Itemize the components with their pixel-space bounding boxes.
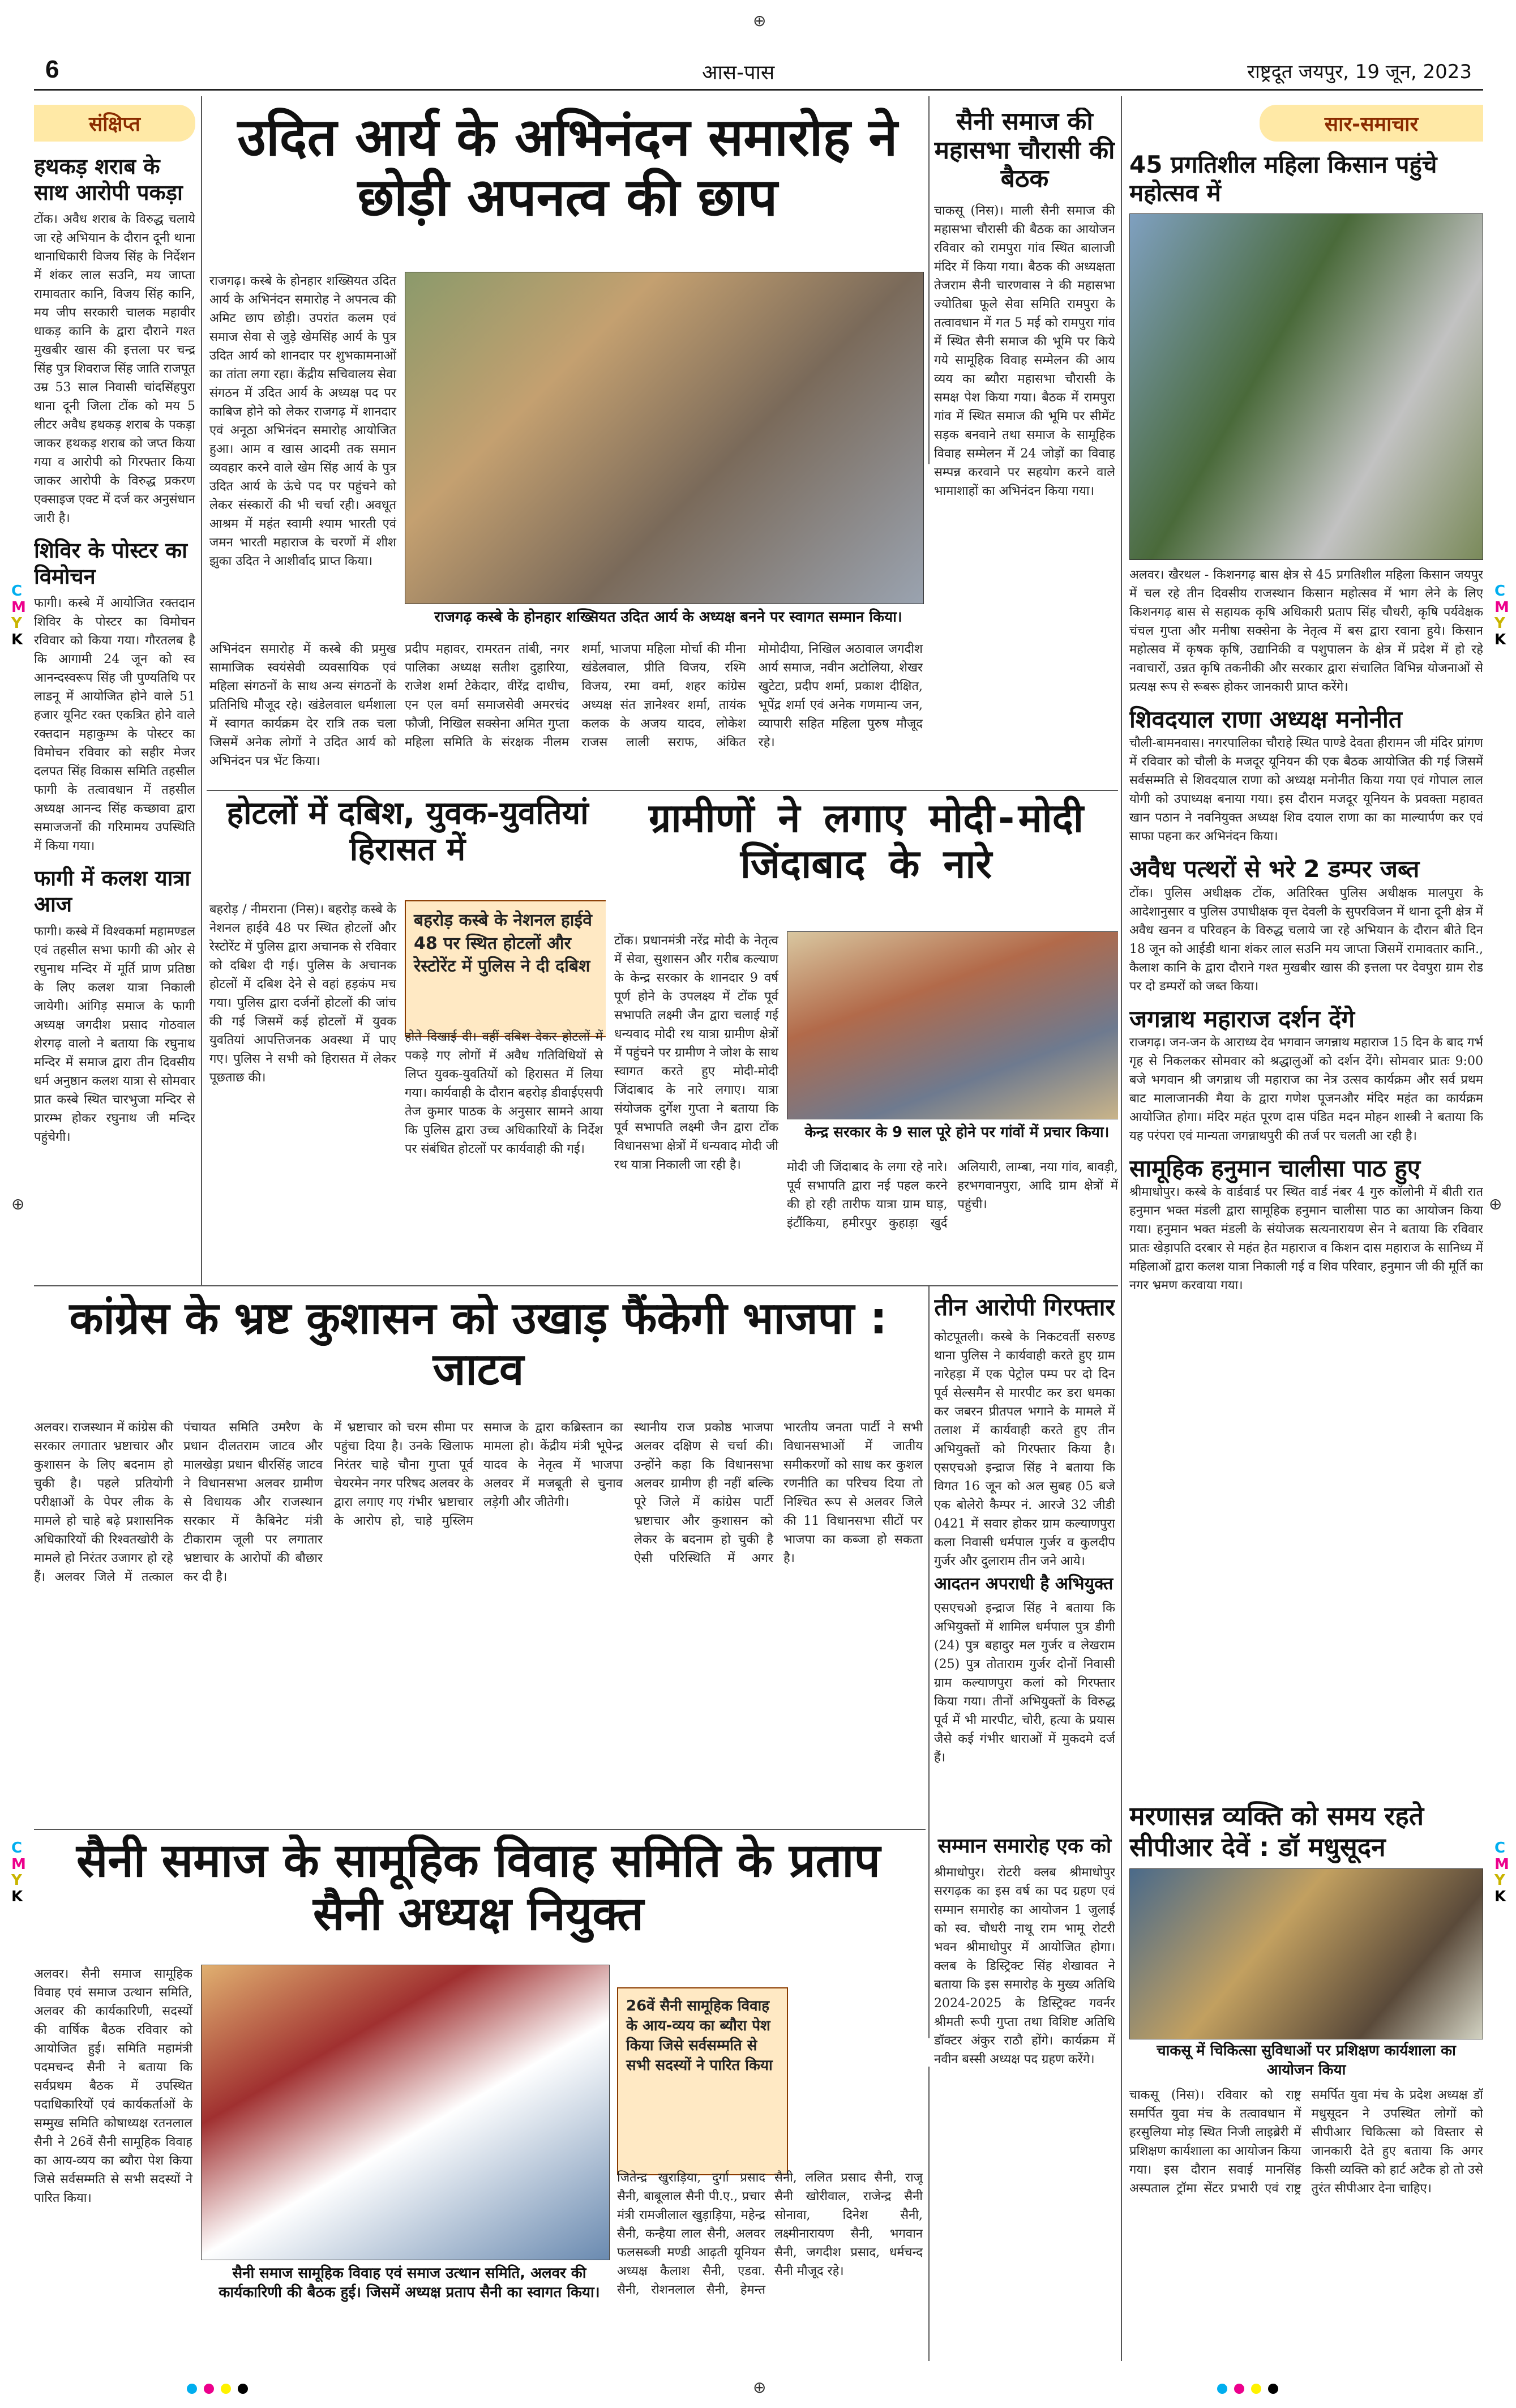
- saini-committee-caption: सैनी समाज सामूहिक विवाह एवं समाज उत्थान समिति, अलवर की कार्यकारिणी की बैठक हुई। जिसमें अध्यक्ष प्रताप सैनी का स्वागत किया।: [219, 2265, 600, 2301]
- lead-story: [209, 108, 926, 787]
- brief-title: फागी में कलश यात्रा आज: [34, 866, 191, 917]
- congress-body-continued: में भ्रष्टाचार को चरम सीमा पर पहुंचा दिया है। उनके खिलाफ निरंतर चाहे चौना गुप्ता पूर्व चेयरमेन नगर परिषद अलवर के द्वारा लगाए गए गंभीर भ्रष्टाचार के आरोप हो, चाहे मुस्लिम समाज के द्वारा कब्रिस्तान का मामला हो। केंद्रीय मंत्री भूपेन्द्र यादव के नेतृत्व में भाजपा अलवर में मजबूती से चुनाव लड़ेगी और जीतेगी।: [334, 1421, 623, 1528]
- brief-title: शिविर के पोस्टर का विमोचन: [34, 538, 187, 589]
- page-header: [34, 51, 1483, 91]
- date-line: राष्ट्रदूत जयपुर, 19 जून, 2023: [1247, 61, 1472, 83]
- brief-title: हथकड़ शराब के साथ आरोपी पकड़ा: [34, 154, 183, 205]
- color-swatch: [1251, 2384, 1261, 2394]
- lead-caption: राजगढ़ कस्बे के होनहार शख्सियत उदित आर्य के अध्यक्ष बनने पर स्वागत सम्मान किया।: [434, 609, 902, 626]
- summary-body: चौली-बामनवास। नगरपालिका चौराहे स्थित पाण्डे देवता हीरामन जी मंदिर प्रांगण में रविवार को चौली के मजदूर यूनियन की एक बैठक आयोजित की गई जिसमें सर्वसम्मति से शिवदयाल राणा को अध्यक्ष मनोनीत किया गया एवं गोपाल लाल योगी को उपाध्यक्ष बनाया गया। इस दौरान मजदूर यूनियन के प्रवक्ता महावत खान पठान ने नवनियुक्त अध्यक्ष शिव दयाल राणा का का माल्यार्पण कर एवं साफा पहना कर अभिनंदन किया।: [1129, 736, 1483, 844]
- saini-committee-story: [34, 1834, 923, 2361]
- cpr-story: [1129, 1800, 1483, 2361]
- lead-body-continued: अभिनंदन समारोह में कस्बे की प्रमुख सामाजिक स्वयंसेवी व्यवसायिक एवं महिला संगठनों के साथ अन्य संगठनों के प्रतिनिधि मौजूद रहे। खंडेलवाल धर्मशाला में स्वागत कार्यक्रम देर रात्रि तक चला जिसमें अनेक लोगों ने उदित आर्य को अभिनंदन पत्र भेंट किया।: [209, 642, 396, 768]
- arrests-body: कोटपूतली। कस्बे के निकटवर्ती सरुण्ड थाना पुलिस ने कार्यवाही करते हुए ग्राम नारेहड़ा में एक पेट्रोल पम्प पर दो दिन पूर्व सेल्समैन से मारपीट कर डरा धमका कर जबरन प्रीतपल भगाने के मामले में तलाश में कार्यवाही करते हुए तीन अभियुक्तों को गिरफ्तार किया है। एसएचओ इन्द्राज सिंह ने बताया कि विगत 16 जून को अल सुबह 05 बजे एक बोलेरो कैम्पर नं. आरजे 32 जीडी 0421 में सवार होकर ग्राम कल्याणपुरा कला निवासी धर्मपाल गुर्जर व कुलदीप गुर्जर और दुलाराम तीन जने आये।: [934, 1330, 1115, 1569]
- color-swatch: [238, 2384, 248, 2394]
- registration-mark-icon: ⊕: [11, 1195, 25, 1213]
- congress-story: [34, 1294, 923, 1826]
- page-number: 6: [45, 55, 59, 83]
- congress-headline: कांग्रेस के भ्रष्ट कुशासन को उखाड़ फैंकेगी भाजपा : जाटव: [69, 1294, 888, 1395]
- cpr-headline: मरणासन्न व्यक्ति को समय रहते सीपीआर देवें : डॉ मधुसूदन: [1129, 1800, 1424, 1863]
- arrests-subhead: आदतन अपराधी है अभियुक्त: [934, 1574, 1114, 1594]
- saini-committee-photo: [201, 1965, 610, 2260]
- lead-headline: उदित आर्य के अभिनंदन समारोह ने छोड़ी अपनत्व की छाप: [237, 108, 898, 228]
- cmyk-marks: C M Y K: [11, 1840, 26, 1905]
- summary-body: अलवर। खैरथल - किशनगढ़ बास क्षेत्र से 45 प्रगतिशील महिला किसान जयपुर में चल रहे तीन दिवसीय राजस्थान किसान महोत्सव में भाग लेने के लिए किशनगढ़ बास से सहायक कृषि अधिकारी प्रताप सिंह चौधरी, कृषि पर्यवेक्षक चंचल गुप्ता और मनीषा सक्सेना के नेतृत्व में बस द्वारा रवाना हुये। किसान महोत्सव में कृषक कृषि, उद्यानिकी व पशुपालन के क्षेत्र में प्रदेश में हो रहे नवाचारों, उन्नत कृषि तकनीकी और सरकार द्वारा संचालित विभिन्न योजनाओं से प्रत्यक्ष रूप से रूबरू होकर जानकारी प्राप्त करेंगे।: [1129, 567, 1483, 694]
- brief-body: फागी। कस्बे में आयोजित रक्तदान शिविर के पोस्टर का विमोचन रविवार को किया गया। गौरतलब है कि आगामी 24 जून को स्व आनन्दस्वरूप सिंह जी पुण्यतिथि पर लाडनू में आयोजित होने वाले 51 हजार यूनिट रक्त एकत्रित होने वाले रक्तदान महाकुम्भ के पोस्टर का विमोचन रविवार को सहीर मेजर दलपत सिंह विकास समिति तहसील फागी के तत्वावधान में तहसील अध्यक्ष आनन्द सिंह कच्छावा द्वारा समाजजनों की गरिमामय उपस्थिति में किया गया।: [34, 596, 195, 854]
- color-swatch: [1234, 2384, 1244, 2394]
- lead-attendees: प्रदीप महावर, रामरतन तांबी, नगर पालिका अध्यक्ष सतीश दुहारिया, राजेश शर्मा टेकेदार, वीरेंद्र दाधीच, एन एल वर्मा समाजसेवी अमरचंद फौजी, निखिल सक्सेना अमित गुप्ता महिला समिति के संरक्षक नीलम शर्मा, भाजपा महिला मोर्चा की मीना खंडेलवाल, प्रीति विजय, रश्मि विजय, रमा वर्मा, शहर कांग्रेस अध्यक्ष संत ज्ञानेश्वर शर्मा, तायंक कलक के अजय यादव, लोकेश राजस लाली सराफ, अंकित मोमोदीया, निखिल अठावाल जगदीश आर्य समाज, नवीन अटोलिया, शेखर खुटेटा, प्रदीप शर्मा, प्रकाश दीक्षित, भूपेंद्र शर्मा एवं अनेक गणमान्य जन, व्यापारी सहित महिला पुरुष मौजूद रहे।: [405, 642, 923, 750]
- arrests-headline: तीन आरोपी गिरफ्तार: [934, 1294, 1115, 1321]
- congress-body-continued: स्थानीय राज प्रकोष्ठ भाजपा अलवर दक्षिण से चर्चा की। उन्होंने कहा कि विधानसभा अलवर ग्रामीण ही नहीं बल्कि पूरे जिले में कांग्रेस पार्टी भ्रष्टाचार और कुशासन को लेकर के बदनाम हो चुकी है ऐसी परिस्थिति में अगर भारतीय जनता पार्टी ने सभी विधानसभाओं में जातीय समीकरणों को साध कर कुशल रणनीति का परिचय दिया तो निश्चित रूप से अलवर जिले की 11 विधानसभा सीटों पर भाजपा का कब्जा हो सकता है।: [634, 1421, 923, 1566]
- color-swatch: [187, 2384, 197, 2394]
- honor-ceremony-body: श्रीमाधोपुर। रोटरी क्लब श्रीमाधोपुर सरगढ़क का इस वर्ष का पद ग्रहण एवं सम्मान समारोह का आयोजन 1 जुलाई को स्व. चौधरी नाथू राम भामू रोटरी भवन श्रीमाधोपुर में आयोजित होगा। क्लब के डिस्ट्रिक्ट सिंह शेखावत ने बताया कि इस समारोह के मुख्य अतिथि 2024-2025 के डिस्ट्रिक्ट गवर्नर श्रीमती रूपी गुप्ता तथा विशिष्ट अतिथि डॉक्टर अंकुर राठौ होंगे। कार्यक्रम में नवीन बस्सी अध्यक्ष पद ग्रहण करेंगे।: [934, 1866, 1115, 2067]
- hotel-raid-story: [209, 795, 606, 1282]
- cmyk-marks: C M Y K: [11, 583, 26, 648]
- summary-body: टोंक। पुलिस अधीक्षक टोंक, अतिरिक्त पुलिस अधीक्षक मालपुरा के आदेशानुसार व पुलिस उपाधीक्षक वृत्त देवली के सुपरविजन में थाना दूनी क्षेत्र में अवैध खनन व परिवहन के विरुद्ध चलाये जा रहे अभियान के दौरान बीते दिन 18 जून को आईडी थाना शंकर लाल सउनि मय जाप्ता जिसमें रामावतार कानि., कैलाश कानि के द्वारा दौराने गश्त मुखबीर खास की इत्तला पर देवपुरा ग्राम रोड पर दो डम्परों को जब्त किया।: [1129, 886, 1483, 994]
- registration-mark-icon: ⊕: [753, 11, 766, 30]
- summary-title: सामूहिक हनुमान चालीसा पाठ हुए: [1129, 1154, 1421, 1182]
- saini-committee-highlight: 26वें सैनी सामूहिक विवाह के आय-व्यय का ब्यौरा पेश किया जिसे सर्वसम्मति से सभी सदस्यों ने पारित किया: [617, 1987, 788, 2175]
- cmyk-marks: C M Y K: [1494, 1840, 1509, 1905]
- color-swatch: [1217, 2384, 1227, 2394]
- saini-meeting-headline: सैनी समाज की महासभा चौरासी की बैठक: [934, 108, 1115, 194]
- modi-rally-body-continued: मोदी जी जिंदाबाद के लगा रहे नारे। पूर्व सभापति द्वारा नई पहल करने की हो रही तारीफ यात्रा ग्राम घाड़, इंटौंकिया, हमीरपुर कुहाड़ा खुर्द अलियारी, लाम्बा, नया गांव, बावड़ी, हरभगवानपुरा, आदि ग्राम क्षेत्रों में पहुंची।: [787, 1160, 1118, 1230]
- summary-title: अवैध पत्थरों से भरे 2 डम्पर जब्त: [1129, 855, 1420, 883]
- summary-title: 45 प्रगतिशील महिला किसान पहुंचे महोत्सव में: [1129, 151, 1437, 207]
- registration-mark-icon: ⊕: [753, 2378, 766, 2397]
- arrests-body-continued: एसएचओ इन्द्राज सिंह ने बताया कि अभियुक्तों में शामिल धर्मपाल पुत्र डीगी (24) पुत्र बहादुर मल गुर्जर व लेखराम (25) पुत्र तोताराम गुर्जर दोनों निवासी ग्राम कल्याणपुरा कलां को गिरफ्तार किया गया। तीनों अभियुक्तों के विरुद्ध पूर्व में भी मारपीट, चोरी, हत्या के प्रयास जैसे कई गंभीर धाराओं में मुकदमे दर्ज हैं।: [934, 1601, 1115, 1765]
- column-label: संक्षिप्त: [34, 105, 195, 142]
- color-swatch: [1268, 2384, 1278, 2394]
- brief-body: टोंक। अवैध शराब के विरुद्ध चलाये जा रहे अभियान के दौरान दूनी थाना थानाधिकारी विजय सिंह के निर्देशन में शंकर लाल सउनि, मय जाप्ता रामावतार कानि, विजय सिंह कानि, मय जीप सरकारी चालक महावीर धाकड़ कानि के द्वारा दौराने गश्त मुखबीर खास की इत्तला पर चन्द्र सिंह पुत्र शिवराज सिंह जाति राजपूत उम्र 53 साल निवासी चांदसिंहपुरा थाना दूनी जिला टोंक को मय 5 लीटर अवैध हथकड़ शराब के पकड़ा जाकर हथकड़ शराब को जप्त किया गया व आरोपी को गिरफ्तार किया जाकर आरोपी के विरुद्ध प्रकरण एक्साइज एक्ट में दर्ज कर अनुसंधान जारी है।: [34, 212, 195, 526]
- brief-column: [34, 105, 195, 1282]
- modi-rally-body: टोंक। प्रधानमंत्री नरेंद्र मोदी के नेतृत्व में सेवा, सुशासन और गरीब कल्याण के केन्द्र सरकार के शानदार 9 वर्ष पूर्ण होने के उपलक्ष्य में टोंक पूर्व सभापति लक्ष्मी जैन द्वारा चलाई गई धन्यवाद मोदी रथ यात्रा ग्रामीण क्षेत्रों में पहुंचने पर ग्रामीण ने जोश के साथ स्वागत करते हुए मोदी-मोदी जिंदाबाद के नारे लगाए। यात्रा संयोजक दुर्गेश गुप्ता ने बताया कि पूर्व सभापति लक्ष्मी जैन द्वारा टोंक विधानसभा क्षेत्रों में धन्यवाद मोदी जी रथ यात्रा निकाली जा रही है।: [614, 934, 778, 1172]
- registration-mark-icon: ⊕: [1489, 1195, 1502, 1213]
- brief-body: फागी। कस्बे में विश्वकर्मा महामण्डल एवं तहसील सभा फागी की ओर से रघुनाथ मन्दिर में मूर्ति प्राण प्रतिष्ठा के लिए कलश यात्रा निकाली जायेगी। आंगिड़ समाज के फागी अध्यक्ष जगदीश प्रसाद गोठवाल शेरगढ़ वालो ने बताया कि रघुनाथ मन्दिर में समाज द्वारा तीन दिवसीय धर्म अनुष्ठान कलश यात्रा से सोमवार प्रात कस्बे स्थित चारभुजा मन्दिर से प्रारम्भ होकर रघुनाथ जी मन्दिर पहुंचेगी।: [34, 924, 195, 1144]
- hotel-raid-body-continued: होते दिखाई दी। वहीं दबिश देकर होटलों में पकड़े गए लोगों में अवैध गतिविधियों से लिप्त युवक-युवतियों को हिरासत में लिया गया। कार्यवाही के दौरान बहरोड़ डीवाईएसपी तेज कुमार पाठक के अनुसार सामने आया कि पुलिस द्वारा उच्च अधिकारियों के निर्देश पर संबंधित होटलों पर कार्यवाही की गई।: [405, 1030, 603, 1156]
- saini-committee-body: अलवर। सैनी समाज सामूहिक विवाह एवं समाज उत्थान समिति, अलवर की कार्यकारिणी, सदस्यों की वार्षिक बैठक रविवार को आयोजित हुई। समिति महामंत्री पदमचन्द सैनी ने बताया कि सर्वप्रथम बैठक में उपस्थित पदाधिकारियों एवं कार्यकर्ताओं के सम्मुख समिति कोषाध्यक्ष रतनलाल सैनी ने 26वें सैनी सामूहिक विवाह का आय-व्यय का ब्यौरा पेश किया जिसे सर्वसम्मति से सभी सदस्यों ने पारित किया।: [34, 1967, 192, 2205]
- honor-ceremony-headline: सम्मान समारोह एक को: [937, 1834, 1112, 1858]
- congress-body: अलवर। राजस्थान में कांग्रेस की सरकार लगातार भ्रष्टाचार और कुशासन के लिए बदनाम हो चुकी है। पहले प्रतियोगी परीक्षाओं के पेपर लीक के मामले हो चाहे बढ़े प्रशासनिक अधिकारियों की रिश्वतखोरी के मामले हो निरंतर उजागर हो रहे हैं। अलवर जिले में तत्काल पंचायत समिति उमरैण के प्रधान दीलतराम जाटव और मालखेड़ा प्रधान धीरसिंह जाटव ने विधानसभा अलवर ग्रामीण से विधायक और राजस्थान सरकार में कैबिनेट मंत्री टीकाराम जूली पर लगातार भ्रष्टाचार के आरोपों की बौछार कर दी है।: [34, 1421, 323, 1584]
- cpr-body: चाकसू (निस)। रविवार को राष्ट्र समर्पित युवा मंच के तत्वावधान में हरसुलिया मोड़ स्थित निजी लाइब्रेरी में प्रशिक्षण कार्यशाला का आयोजन किया गया। इस दौरान सवाई मानसिंह अस्पताल ट्रॉमा सेंटर प्रभारी एवं राष्ट्र समर्पित युवा मंच के प्रदेश अध्यक्ष डॉ मधुसूदन ने उपस्थित लोगों को सीपीआर चिकित्सा को विस्तार से जानकारी देते हुए बताया कि अगर किसी व्यक्ति को हार्ट अटैक हो तो उसे तुरंत सीपीआर देना चाहिए।: [1129, 2088, 1483, 2196]
- column-label: सार-समाचार: [1260, 105, 1483, 142]
- news-summary-column: [1129, 105, 1483, 1792]
- cpr-caption: चाकसू में चिकित्सा सुविधाओं पर प्रशिक्षण कार्यशाला का आयोजन किया: [1157, 2042, 1456, 2079]
- summary-body: राजगढ़। जन-जन के आराध्य देव भगवान जगन्नाथ महाराज 15 दिन के बाद गर्भ गृह से निकलकर सोमवार को श्रद्धालुओं को दर्शन देंगे। सोमवार प्रातः 9:00 बजे भगवान श्री जगन्नाथ जी महाराज का नेत्र उत्सव कार्यक्रम और सर्व प्रथम बाट मालाजानकी मैया के द्वारा गणेश पूजनऔर मंदिर महंत का कार्यक्रम आयोजित होगा। मंदिर महंत पूरण दास पंडित मदन मोहन शास्त्री ने बताया कि यह परंपरा एवं मान्यता जगन्नाथपुरी की तर्ज पर चलती आ रही है।: [1129, 1035, 1483, 1143]
- lead-photo: [405, 272, 924, 604]
- hotel-raid-body: बहरोड़ / नीमराना (निस)। बहरोड़ कस्बे के नेशनल हाईवे 48 पर स्थित होटलों और रेस्टोरेंट में पुलिस द्वारा अचानक से रविवार को दबिश दी गई। पुलिस के अचानक होटलों में दबिश देने से वहां हड़कंप मच गया। पुलिस द्वारा दर्जनों होटलों की जांच की गई जिसमें कई होटलों में युवक युवतियां आपत्तिजनक अवस्था में पाए गए। पुलिस ने सभी को हिरासत में लेकर पूछताछ की।: [209, 903, 396, 1085]
- summary-body: श्रीमाधोपुर। कस्बे के वार्डवार्ड पर स्थित वार्ड नंबर 4 गुरु कॉलोनी में बीती रात हनुमान भक्त मंडली द्वारा सामूहिक हनुमान चालीसा पाठ का आयोजन किया गया। हनुमान भक्त मंडली के संयोजक सत्यनारायण सेन ने बताया कि रविवार प्रातः खेड़ापति दरबार से महंत हेत महाराज व किशन दास महाराज के सानिध्य में महिलाओं द्वारा कलश यात्रा निकाली गई व शिव परिवार, हनुमान जी की मूर्ति का नगर भ्रमण करवाया गया।: [1129, 1185, 1483, 1293]
- modi-rally-headline: ग्रामीणों ने लगाए मोदी-मोदी जिंदाबाद के नारे: [648, 795, 1084, 887]
- cpr-photo: [1129, 1868, 1483, 2039]
- summary-title: जगन्नाथ महाराज दर्शन देंगे: [1129, 1004, 1355, 1033]
- cmyk-marks: C M Y K: [1494, 583, 1509, 648]
- saini-committee-attendees: जितेन्द्र खुराड़िया, दुर्गा प्रसाद सैनी, बाबूलाल सैनी पी.ए., प्रचार मंत्री रामजीलाल खुड़ाड़िया, महेन्द्र सैनी, कन्हैया लाल सैनी, अलवर फलसब्जी मण्डी आढ़ती यूनियन अध्यक्ष कैलाश सैनी, एडवा. सैनी, रोशनलाल सैनी, हेमन्त सैनी, ललित प्रसाद सैनी, राजू सैनी खोरीवाल, राजेन्द्र सैनी सोनावा, दिनेश सैनी, लक्ष्मीनारायण सैनी, भगवान सैनी, जगदीश प्रसाद, धर्मचन्द सैनी मौजूद रहे।: [617, 2171, 923, 2297]
- color-swatch: [221, 2384, 231, 2394]
- hotel-raid-headline: होटलों में दबिश, युवक-युवतियां हिरासत में: [226, 795, 589, 869]
- modi-rally-story: [614, 795, 1118, 1282]
- saini-committee-headline: सैनी समाज के सामूहिक विवाह समिति के प्रताप सैनी अध्यक्ष नियुक्त: [76, 1834, 881, 1941]
- arrests-story: [934, 1294, 1115, 1826]
- summary-title: शिवदयाल राणा अध्यक्ष मनोनीत: [1129, 705, 1402, 733]
- summary-photo: [1129, 213, 1483, 560]
- hotel-raid-highlight: बहरोड़ कस्बे के नेशनल हाईवे 48 पर स्थित होटलों और रेस्टोरेंट में पुलिस ने दी दबिश: [405, 900, 606, 1037]
- color-swatch: [204, 2384, 214, 2394]
- honor-ceremony-story: [934, 1834, 1115, 2361]
- saini-meeting-story: [934, 108, 1115, 784]
- modi-rally-photo: [787, 931, 1118, 1119]
- lead-body: राजगढ़। कस्बे के होनहार शख्सियत उदित आर्य के अभिनंदन समारोह ने अपनत्व की अमिट छाप छोड़ी। उपरांत कलम एवं समाज सेवा से जुड़े खेमसिंह आर्य के पुत्र उदित आर्य को शानदार पर शुभकामनाओं का तांता लगा रहा। केंद्रीय सचिवालय सेवा संगठन में उदित आर्य के अध्यक्ष पद पर काबिज होने को लेकर राजगढ़ में शानदार एवं अनूठा अभिनंदन समारोह आयोजित हुआ। आम व खास आदमी तक समान व्यवहार करने वाले खेम सिंह आर्य के पुत्र उदित आर्य के ऊंचे पद पर पहुंचने को लेकर संस्कारों की भी चर्चा रही। अवधूत आश्रम में महंत स्वामी श्याम भारती एवं जमन भारती महाराज के चरणों में शीश झुका उदित ने आशीर्वाद प्राप्त किया।: [209, 274, 396, 568]
- saini-meeting-body: चाकसू (निस)। माली सैनी समाज की महासभा चौरासी की बैठक का आयोजन रविवार को रामपुरा गांव स्थित बालाजी मंदिर में किया गया। बैठक की अध्यक्षता तेजराम सैनी चारणवास ने की महासभा ज्योतिबा फूले सेवा समिति रामपुरा के तत्वावधान में गत 5 मई को रामपुरा गांव में स्थित सैनी समाज की भूमि पर किये गये सामूहिक विवाह सम्मेलन की आय व्यय का ब्यौरा महासभा चौरासी के समक्ष पेश किया गया। बैठक में रामपुरा गांव में स्थित समाज की भूमि पर सीमेंट सड़क बनवाने तथा समाज के सामूहिक विवाह सम्मेलन में 24 जोड़ों का विवाह सम्पन्न करवाने पर सहयोग करने वाले भामाशाहों का अभिनंदन किया गया।: [934, 203, 1115, 498]
- section-name: आस-पास: [702, 61, 775, 84]
- modi-rally-caption: केन्द्र सरकार के 9 साल पूरे होने पर गांवों में प्रचार किया।: [804, 1124, 1110, 1141]
